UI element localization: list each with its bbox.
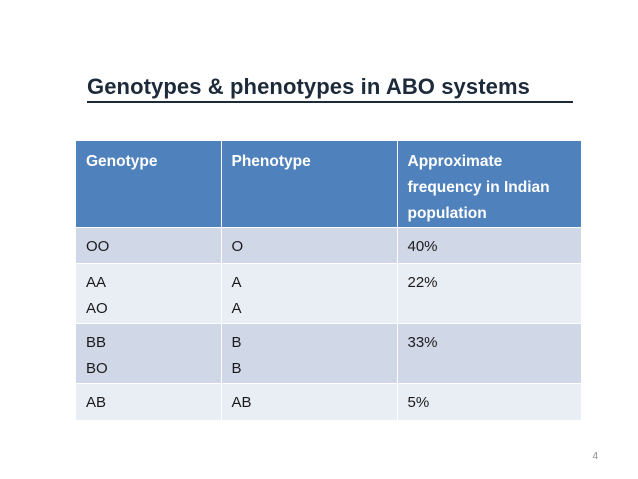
phenotype-cell bbox=[221, 384, 397, 420]
phenotype-value: B bbox=[231, 360, 242, 377]
phenotype-cell bbox=[221, 228, 397, 264]
header-frequency: Approximate frequency in Indian population bbox=[397, 141, 581, 228]
genotype-cell bbox=[76, 228, 221, 264]
phenotype-value: A bbox=[231, 274, 242, 291]
genotype-value: OO bbox=[86, 238, 110, 255]
frequency-cell bbox=[397, 228, 581, 264]
header-genotype: Genotype bbox=[76, 141, 221, 228]
title-underline bbox=[87, 101, 573, 103]
phenotype-value: AB bbox=[231, 394, 252, 411]
genotype-cell bbox=[76, 324, 221, 384]
abo-table bbox=[76, 141, 581, 420]
genotype-cell bbox=[76, 384, 221, 420]
frequency-cell bbox=[397, 384, 581, 420]
genotype-value: AO bbox=[86, 300, 108, 317]
genotype-value: BO bbox=[86, 360, 108, 377]
phenotype-cell bbox=[221, 264, 397, 324]
frequency-cell bbox=[397, 264, 581, 324]
slide-title: Genotypes & phenotypes in ABO systems bbox=[87, 74, 530, 99]
table-header-row bbox=[76, 141, 581, 228]
table-row bbox=[76, 264, 581, 324]
frequency-value: 22% bbox=[407, 274, 438, 291]
table-row bbox=[76, 228, 581, 264]
header-phenotype: Phenotype bbox=[221, 141, 397, 228]
phenotype-value: A bbox=[231, 300, 242, 317]
frequency-value: 33% bbox=[407, 334, 438, 351]
table-row bbox=[76, 384, 581, 420]
frequency-value: 40% bbox=[407, 238, 438, 255]
phenotype-cell bbox=[221, 324, 397, 384]
frequency-value: 5% bbox=[407, 394, 430, 411]
genotype-cell bbox=[76, 264, 221, 324]
phenotype-value: O bbox=[231, 238, 244, 255]
table-row bbox=[76, 324, 581, 384]
frequency-cell bbox=[397, 324, 581, 384]
phenotype-value: B bbox=[231, 334, 242, 351]
genotype-value: BB bbox=[86, 334, 107, 351]
page-number: 4 bbox=[592, 451, 598, 462]
genotype-value: AA bbox=[86, 274, 107, 291]
genotype-value: AB bbox=[86, 394, 107, 411]
